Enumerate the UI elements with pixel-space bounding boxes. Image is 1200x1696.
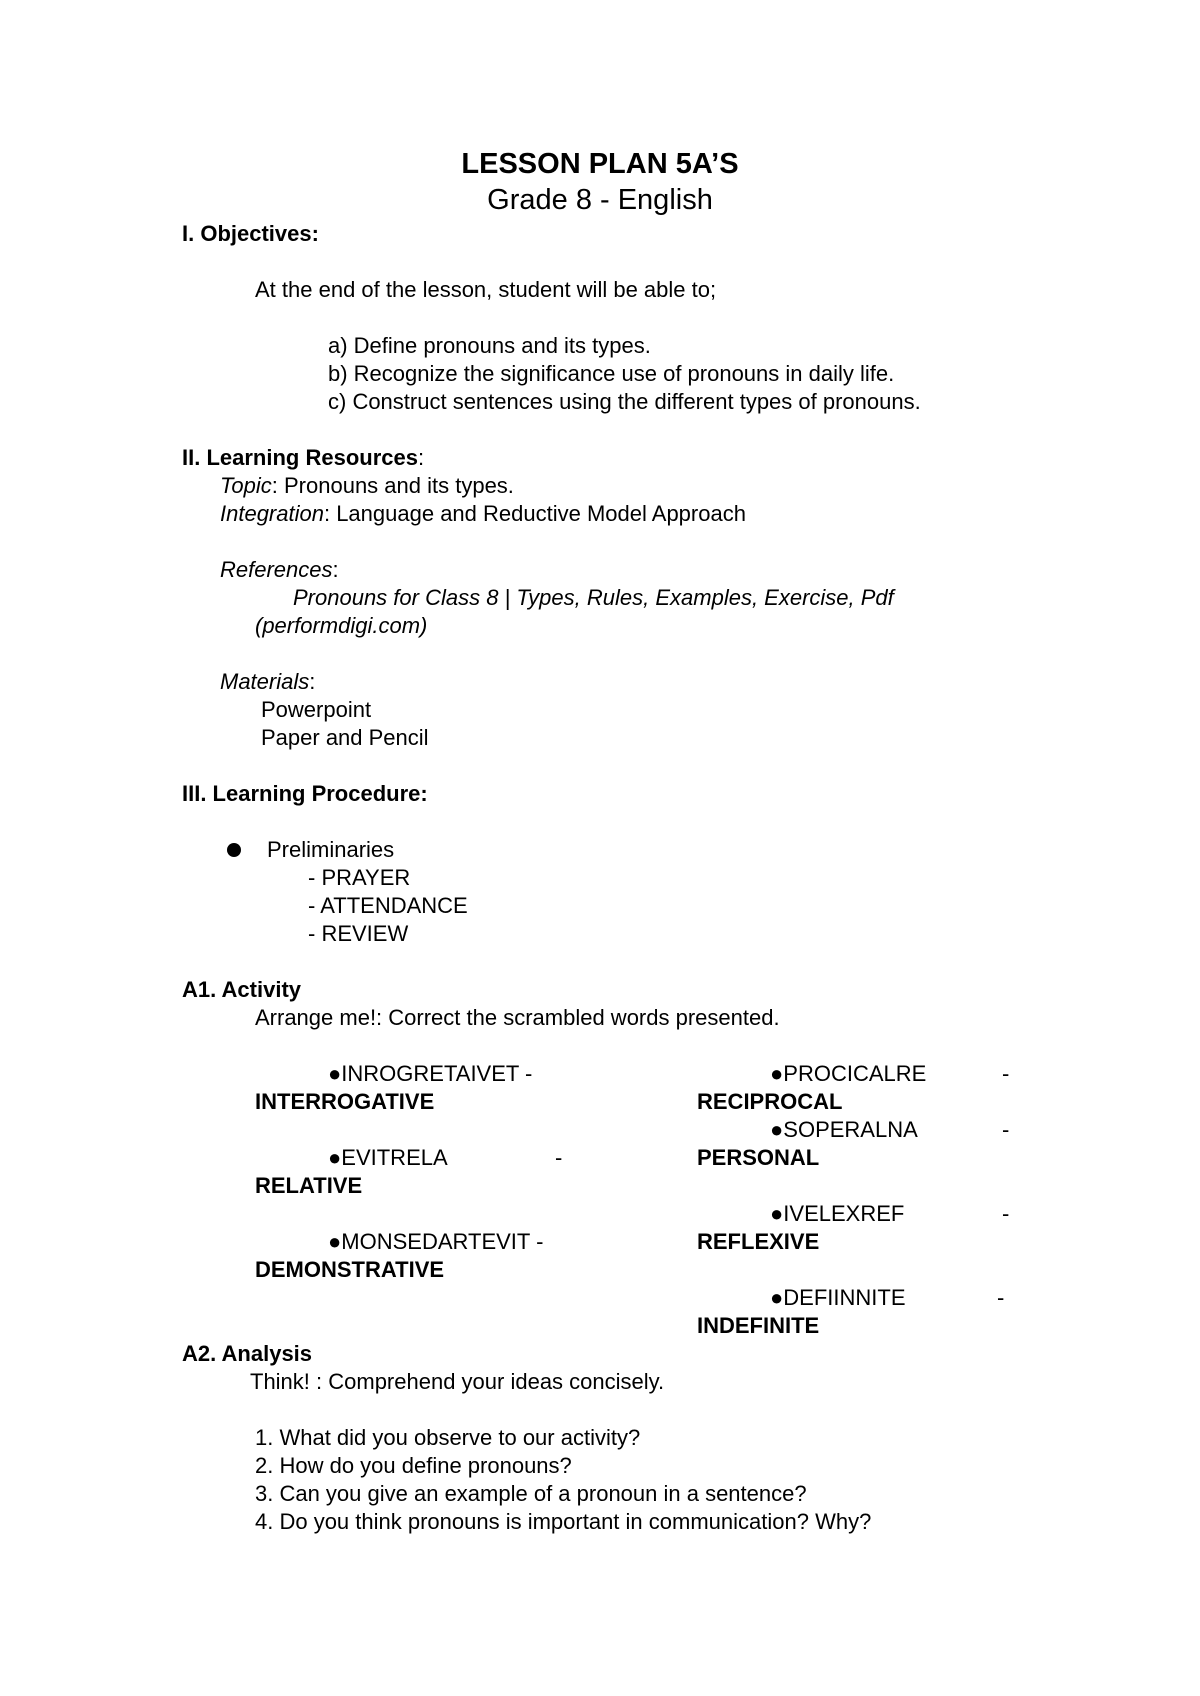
activity-heading: A1. Activity — [182, 977, 302, 1002]
answer-word: REFLEXIVE — [697, 1229, 820, 1254]
materials-colon: : — [309, 669, 316, 694]
objective-item: b) Recognize the significance use of pronouns in daily life. — [328, 361, 895, 386]
preliminaries-label: Preliminaries — [267, 837, 395, 862]
analysis-question: 4. Do you think pronouns is important in communication? Why? — [255, 1509, 872, 1534]
integration-label: Integration — [220, 501, 324, 526]
answer-dash: - — [1002, 1117, 1010, 1142]
answer-dash: - — [555, 1145, 563, 1170]
material-item: Powerpoint — [261, 697, 372, 722]
answer-dash: - — [997, 1285, 1005, 1310]
scrambled-word: ●MONSEDARTEVIT - — [328, 1229, 544, 1254]
materials-line — [220, 668, 315, 696]
page-title: LESSON PLAN 5A’S — [461, 148, 739, 180]
answer-word: RECIPROCAL — [697, 1089, 843, 1114]
references-label: References — [220, 557, 333, 582]
preliminary-item: - PRAYER — [308, 865, 411, 890]
material-item: Paper and Pencil — [261, 725, 429, 750]
analysis-question: 1. What did you observe to our activity? — [255, 1425, 641, 1450]
scrambled-word: ●SOPERALNA — [770, 1117, 918, 1142]
bullet-icon — [227, 843, 241, 857]
procedure-heading: III. Learning Procedure: — [182, 781, 428, 806]
reference-source[interactable]: (performdigi.com) — [255, 613, 428, 638]
references-line — [220, 556, 339, 584]
objective-item: a) Define pronouns and its types. — [328, 333, 651, 358]
answer-word: INTERROGATIVE — [255, 1089, 435, 1114]
integration-line — [220, 500, 746, 528]
scrambled-word: ●INROGRETAIVET - — [328, 1061, 533, 1086]
materials-label: Materials — [220, 669, 310, 694]
activity-instruction: Arrange me!: Correct the scrambled words presented. — [255, 1005, 780, 1030]
answer-dash: - — [1002, 1201, 1010, 1226]
answer-dash: - — [1002, 1061, 1010, 1086]
scrambled-word: ●EVITRELA — [328, 1145, 448, 1170]
objectives-intro: At the end of the lesson, student will be able to; — [255, 277, 717, 302]
topic-label: Topic — [220, 473, 272, 498]
preliminary-item: - ATTENDANCE — [308, 893, 468, 918]
answer-word: RELATIVE — [255, 1173, 363, 1198]
scrambled-word: ●IVELEXREF — [770, 1201, 905, 1226]
resources-heading — [182, 444, 424, 472]
objectives-heading: I. Objectives: — [182, 221, 319, 246]
analysis-question: 2. How do you define pronouns? — [255, 1453, 572, 1478]
objective-item: c) Construct sentences using the different types of pronouns. — [328, 389, 921, 414]
references-colon: : — [332, 557, 339, 582]
answer-word: DEMONSTRATIVE — [255, 1257, 445, 1282]
scrambled-word: ●DEFIINNITE — [770, 1285, 906, 1310]
analysis-instruction: Think! : Comprehend your ideas concisely. — [250, 1369, 665, 1394]
analysis-heading: A2. Analysis — [182, 1341, 313, 1366]
answer-word: INDEFINITE — [697, 1313, 820, 1338]
reference-link[interactable]: Pronouns for Class 8 | Types, Rules, Examples, Exercise, Pdf — [293, 585, 894, 610]
page-subtitle: Grade 8 - English — [487, 184, 713, 216]
scrambled-word: ●PROCICALRE — [770, 1061, 927, 1086]
topic-value: : Pronouns and its types. — [271, 473, 514, 498]
answer-word: PERSONAL — [697, 1145, 820, 1170]
resources-heading-text: II. Learning Resources — [182, 445, 418, 470]
integration-value: : Language and Reductive Model Approach — [323, 501, 746, 526]
resources-heading-colon: : — [417, 445, 425, 470]
analysis-question: 3. Can you give an example of a pronoun in a sentence? — [255, 1481, 807, 1506]
preliminary-item: - REVIEW — [308, 921, 409, 946]
topic-line — [220, 472, 514, 500]
